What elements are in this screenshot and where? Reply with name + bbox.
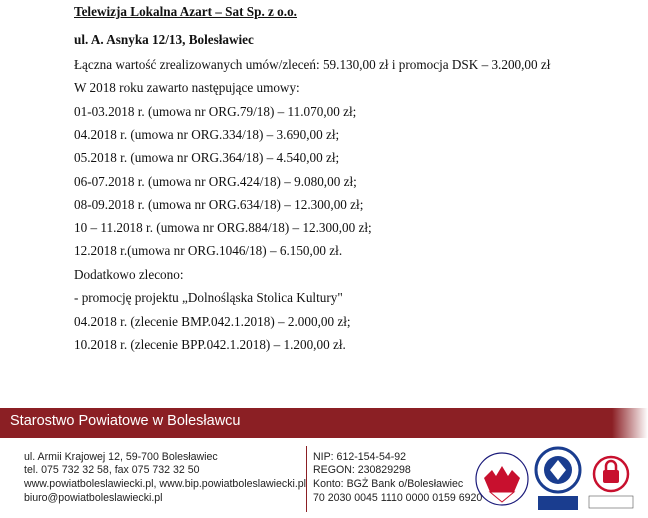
footer-address: ul. Armii Krajowej 12, 59-700 Bolesławiec bbox=[24, 451, 218, 463]
footer-regon: REGON: 230829298 bbox=[313, 464, 411, 476]
association-logo-icon bbox=[472, 448, 532, 510]
footer-bar bbox=[0, 408, 612, 438]
footer-email[interactable]: biuro@powiatboleslawiecki.pl bbox=[24, 492, 163, 504]
footer-title: Starostwo Powiatowe w Bolesławcu bbox=[10, 413, 241, 429]
contract-line: 12.2018 r.(umowa nr ORG.1046/18) – 6.150,00 zł. bbox=[74, 243, 343, 258]
footer-bank: Konto: BGŻ Bank o/Bolesławiec bbox=[313, 478, 464, 490]
additional-intro: Dodatkowo zlecono: bbox=[74, 267, 184, 282]
contract-line: 04.2018 r. (umowa nr ORG.334/18) – 3.690,00 zł; bbox=[74, 127, 340, 142]
contract-line: 06-07.2018 r. (umowa nr ORG.424/18) – 9.080,00 zł; bbox=[74, 174, 357, 189]
company-name: Telewizja Lokalna Azart – Sat Sp. z o.o. bbox=[74, 4, 297, 19]
contract-line: 10 – 11.2018 r. (umowa nr ORG.884/18) – 12.300,00 zł; bbox=[74, 220, 372, 235]
contract-line: 05.2018 r. (umowa nr ORG.364/18) – 4.540,00 zł; bbox=[74, 150, 340, 165]
order-line: 10.2018 r. (zlecenie BPP.042.1.2018) – 1.200,00 zł. bbox=[74, 337, 346, 352]
total-value-line: Łączna wartość zrealizowanych umów/zleceń: 59.130,00 zł i promocja DSK – 3.200,00 zł bbox=[74, 57, 551, 72]
contract-line: 08-09.2018 r. (umowa nr ORG.634/18) – 12.300,00 zł; bbox=[74, 197, 364, 212]
iso-certificate-icon bbox=[534, 446, 582, 512]
contract-line: 01-03.2018 r. (umowa nr ORG.79/18) – 11.070,00 zł; bbox=[74, 104, 357, 119]
safety-certificate-icon bbox=[586, 454, 636, 510]
footer-nip: NIP: 612-154-54-92 bbox=[313, 451, 407, 463]
footer-divider bbox=[306, 446, 307, 512]
footer-bar-fade bbox=[612, 408, 648, 438]
footer-account: 70 2030 0045 1110 0000 0159 6920 bbox=[313, 492, 483, 504]
footer-websites[interactable]: www.powiatboleslawiecki.pl, www.bip.powiatboleslawiecki.pl bbox=[24, 478, 307, 490]
footer-phone-fax: tel. 075 732 32 58, fax 075 732 32 50 bbox=[24, 464, 200, 476]
contracts-intro: W 2018 roku zawarto następujące umowy: bbox=[74, 80, 300, 95]
company-address: ul. A. Asnyka 12/13, Bolesławiec bbox=[74, 32, 254, 47]
promotion-line: - promocję projektu „Dolnośląska Stolica Kultury" bbox=[74, 290, 343, 305]
order-line: 04.2018 r. (zlecenie BMP.042.1.2018) – 2.000,00 zł; bbox=[74, 314, 351, 329]
